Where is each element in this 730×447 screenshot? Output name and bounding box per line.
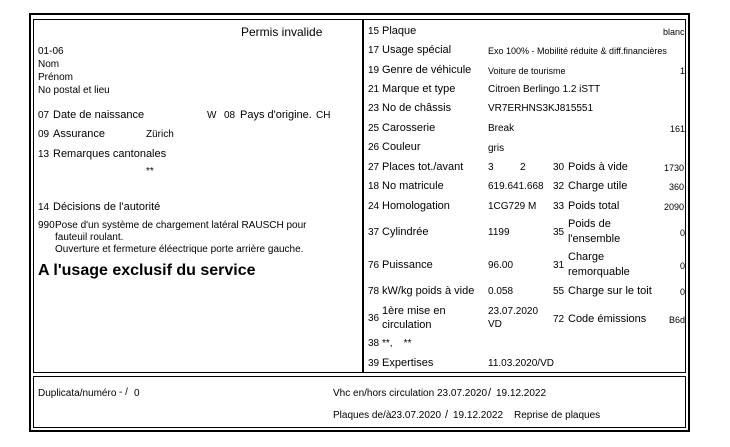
field-38-value: **, ** [382,338,412,349]
field-07-label: Date de naissance [53,109,145,121]
field-08-value: CH [316,110,331,121]
field-07-number: 07 [38,110,50,121]
field-76-number: 76 [368,260,380,271]
permit-status: Permis invalide [241,25,323,39]
field-25-value: Break [488,123,515,134]
field-18-label: No matricule [382,180,444,192]
field-27-label: Places tot./avant [382,161,464,173]
field-23-label: No de châssis [382,102,452,114]
field-76-value: 96.00 [488,260,514,271]
field-21-label: Marque et type [382,83,456,95]
field-72-label: Code émissions [568,313,647,325]
holder-firstname: Prénom [38,72,74,83]
field-39-label: Expertises [382,357,434,369]
plaques-to: 19.12.2022 [453,410,504,421]
field-25-extra: 161 [670,124,686,134]
field-19-extra: 1 [680,66,686,76]
field-31-label-line2: remorquable [568,266,630,278]
field-32-value: 360 [669,182,685,192]
field-24-value: 1CG729 M [488,201,537,212]
field-09-label: Assurance [53,128,105,140]
field-990-line1: Pose d'un système de chargement latéral RAUSCH pour [55,220,307,231]
field-17-value: Exo 100% - Mobilité réduite & diff.financières [488,46,667,56]
vhc-circulation-from: 23.07.2020 [437,388,488,399]
field-24-number: 24 [368,201,380,212]
field-38-number: 38 [368,338,380,349]
field-35-value: 0 [680,228,686,238]
field-24-label: Homologation [382,200,450,212]
plaques-separator: / [445,409,449,421]
field-09-number: 09 [38,129,50,140]
duplicata-value: 0 [134,388,140,399]
plaques-label: Plaques de/à [333,410,392,421]
field-35-number: 35 [553,227,565,238]
field-15-label: Plaque [382,25,417,37]
field-09-value: Zürich [146,129,174,140]
holder-postal: No postal et lieu [38,85,110,96]
field-27-value-total: 3 [488,162,494,173]
field-37-label: Cylindrée [382,226,429,238]
field-31-value: 0 [680,261,686,271]
field-19-number: 19 [368,65,380,76]
field-39-number: 39 [368,358,380,369]
field-36-value-line2: VD [488,319,502,330]
field-08-number: 08 [224,110,236,121]
field-32-label: Charge utile [568,180,628,192]
holder-section [33,19,363,373]
field-07-extra: W [207,110,217,121]
field-30-number: 30 [553,162,565,173]
field-21-number: 21 [368,84,380,95]
field-27-value-front: 2 [520,162,526,173]
field-36-number: 36 [368,313,380,324]
duplicata-separator: - / [119,387,128,398]
field-35-label-line2: l'ensemble [568,233,621,245]
field-13-label: Remarques cantonales [53,148,167,160]
field-990-line2: fauteuil roulant. [55,232,124,243]
field-23-value: VR7ERHNS3KJ815551 [488,103,594,114]
field-26-value: gris [488,143,505,154]
field-37-number: 37 [368,227,380,238]
field-18-value: 619.641.668 [488,181,544,192]
field-14-number: 14 [38,202,50,213]
field-33-value: 2090 [664,202,685,212]
field-990-number: 990 [38,220,55,231]
field-19-value: Voiture de tourisme [488,66,566,76]
field-33-label: Poids total [568,200,620,212]
field-08-label: Pays d'origine. [240,109,312,121]
field-33-number: 33 [553,201,565,212]
field-25-label: Carosserie [382,122,436,134]
field-35-label-line1: Poids de [568,218,611,230]
field-37-value: 1199 [488,227,510,238]
field-25-number: 25 [368,123,380,134]
field-18-number: 18 [368,181,380,192]
field-72-number: 72 [553,314,565,325]
plaques-reprise: Reprise de plaques [514,410,601,421]
field-13-number: 13 [38,149,50,160]
duplicata-label: Duplicata/numéro [38,388,117,399]
field-15-value: blanc [663,27,685,37]
field-990-line3: Ouverture et fermeture éléectrique porte arrière gauche. [55,244,304,255]
field-32-number: 32 [553,181,565,192]
vhc-circulation-to: 19.12.2022 [496,388,547,399]
field-21-value: Citroen Berlingo 1.2 iSTT [488,84,601,95]
plaques-from: 23.07.2020 [391,410,442,421]
field-17-label: Usage spécial [382,44,452,56]
field-26-number: 26 [368,142,380,153]
field-36-value-line1: 23.07.2020 [488,306,539,317]
field-30-label: Poids à vide [568,161,628,173]
vhc-circulation-separator: / [488,387,492,399]
vhc-circulation-label: Vhc en/hors circulation [333,388,435,399]
field-36-label-line1: 1ère mise en [382,305,446,317]
field-55-value: 0 [680,287,686,297]
field-36-label-line2: circulation [382,319,432,331]
field-31-label-line1: Charge [568,251,605,263]
field-76-label: Puissance [382,259,433,271]
field-72-value: B6d [669,315,686,325]
field-55-label: Charge sur le toit [568,285,652,297]
holder-name: Nom [38,59,60,70]
field-30-value: 1730 [664,163,685,173]
holder-code: 01-06 [38,46,64,57]
field-78-number: 78 [368,286,380,297]
field-17-number: 17 [368,45,380,56]
field-13-value: ** [146,166,154,177]
field-23-number: 23 [368,103,380,114]
field-14-label: Décisions de l'autorité [53,201,161,213]
field-27-number: 27 [368,162,380,173]
field-19-label: Genre de véhicule [382,64,472,76]
field-78-value: 0.058 [488,286,514,297]
field-78-label: kW/kg poids à vide [382,285,475,297]
field-55-number: 55 [553,286,565,297]
field-15-number: 15 [368,26,380,37]
field-26-label: Couleur [382,141,421,153]
field-39-value: 11.03.2020/VD [488,358,554,369]
service-notice: A l'usage exclusif du service [38,262,256,279]
field-31-number: 31 [553,260,565,271]
